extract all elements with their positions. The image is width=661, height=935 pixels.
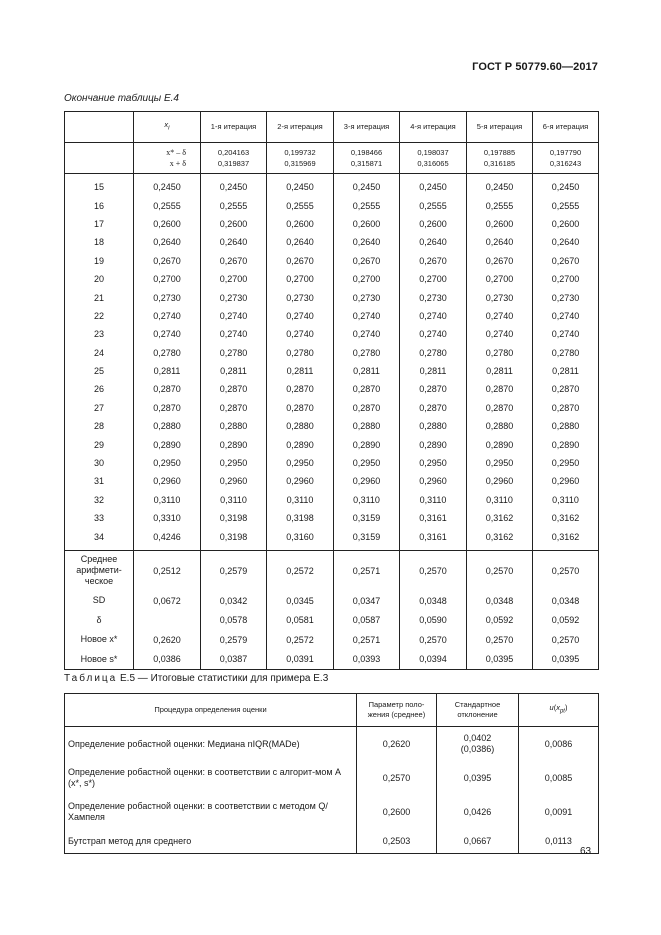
uncertainty-cell: 0,0091 — [519, 795, 599, 829]
stat-value-cell: 0,0592 — [533, 610, 599, 630]
value-cell: 0,2700 — [134, 270, 201, 288]
procedure-cell: Определение робастной оценки: в соответствии с методом Q/Хампеля — [65, 795, 357, 829]
value-cell: 0,2450 — [467, 174, 533, 197]
table-e4 — [64, 111, 599, 670]
value-cell: 0,3161 — [400, 527, 467, 550]
iteration-header: 6-я итерация — [533, 112, 599, 143]
stat-value-cell: 0,2570 — [400, 550, 467, 591]
page-number: 63 — [580, 846, 592, 857]
value-cell: 0,2890 — [467, 435, 533, 453]
stat-value-cell: 0,2620 — [134, 630, 201, 650]
value-cell: 0,3110 — [267, 491, 334, 509]
value-cell: 0,2450 — [400, 174, 467, 197]
value-cell: 0,2780 — [134, 344, 201, 362]
value-cell: 0,2740 — [400, 325, 467, 343]
value-cell: 0,2780 — [400, 344, 467, 362]
stat-value-cell: 0,2579 — [201, 550, 267, 591]
value-cell: 0,2780 — [334, 344, 400, 362]
interval-values: 0,198466 0,315871 — [334, 143, 400, 174]
value-cell: 0,2870 — [400, 399, 467, 417]
procedure-cell: Бутстрап метод для среднего — [65, 829, 357, 854]
value-cell: 0,2640 — [134, 233, 201, 251]
value-cell: 0,2740 — [400, 307, 467, 325]
value-cell: 0,2740 — [201, 307, 267, 325]
value-cell: 0,2700 — [467, 270, 533, 288]
value-cell: 0,2640 — [400, 233, 467, 251]
value-cell: 0,2730 — [267, 288, 334, 306]
value-cell: 0,2811 — [334, 362, 400, 380]
value-cell: 0,2960 — [400, 472, 467, 490]
table-row — [65, 491, 599, 509]
value-cell: 0,2950 — [533, 454, 599, 472]
value-cell: 0,2950 — [134, 454, 201, 472]
procedure-cell: Определение робастной оценки: Медиана nIQR(MADe) — [65, 727, 357, 762]
value-cell: 0,2555 — [267, 196, 334, 214]
value-cell: 0,3110 — [201, 491, 267, 509]
row-index-cell: 27 — [65, 399, 134, 417]
value-cell: 0,2600 — [134, 215, 201, 233]
row-index-cell: 32 — [65, 491, 134, 509]
value-cell: 0,2960 — [134, 472, 201, 490]
stat-value-cell: 0,0342 — [201, 591, 267, 611]
value-cell: 0,2870 — [533, 399, 599, 417]
table-e4-caption: Окончание таблицы Е.4 — [64, 93, 179, 104]
value-cell: 0,2870 — [134, 380, 201, 398]
procedure-cell: Определение робастной оценки: в соответствии с алгорит-мом A (x*, s*) — [65, 761, 357, 795]
stat-value-cell: 0,0391 — [267, 649, 334, 669]
value-cell: 0,2780 — [533, 344, 599, 362]
stat-value-cell: 0,0581 — [267, 610, 334, 630]
value-cell: 0,2740 — [533, 325, 599, 343]
stat-label-cell: Новое x* — [65, 630, 134, 650]
uncertainty-cell: 0,0086 — [519, 727, 599, 762]
value-cell: 0,2950 — [267, 454, 334, 472]
value-cell: 0,2880 — [467, 417, 533, 435]
stat-row — [65, 630, 599, 650]
value-cell: 0,2600 — [334, 215, 400, 233]
iteration-header: 2-я итерация — [267, 112, 334, 143]
stat-value-cell: 0,2570 — [533, 550, 599, 591]
value-cell: 0,2740 — [467, 325, 533, 343]
stat-row — [65, 649, 599, 669]
value-cell: 0,2450 — [334, 174, 400, 197]
stat-value-cell: 0,2579 — [201, 630, 267, 650]
iteration-header: 3-я итерация — [334, 112, 400, 143]
table-row — [65, 215, 599, 233]
procedure-header: Процедура определения оценки — [65, 694, 357, 727]
value-cell: 0,2811 — [134, 362, 201, 380]
value-cell: 0,3159 — [334, 527, 400, 550]
uncertainty-cell: 0,0113 — [519, 829, 599, 854]
value-cell: 0,2730 — [134, 288, 201, 306]
table-row — [65, 252, 599, 270]
stat-value-cell: 0,0578 — [201, 610, 267, 630]
value-cell: 0,2870 — [467, 399, 533, 417]
sd-cell: 0,0667 — [437, 829, 519, 854]
value-cell: 0,2870 — [533, 380, 599, 398]
value-cell: 0,3162 — [533, 527, 599, 550]
location-cell: 0,2570 — [357, 761, 437, 795]
value-cell: 0,3198 — [201, 509, 267, 527]
value-cell: 0,2740 — [201, 325, 267, 343]
value-cell: 0,2880 — [201, 417, 267, 435]
xi-column-header: $x_i$ — [134, 112, 201, 143]
stat-value-cell: 0,0348 — [400, 591, 467, 611]
value-cell: 0,2780 — [267, 344, 334, 362]
stat-value-cell: 0,0348 — [533, 591, 599, 611]
value-cell: 0,2880 — [134, 417, 201, 435]
iteration-header: 4-я итерация — [400, 112, 467, 143]
value-cell: 0,2870 — [467, 380, 533, 398]
row-index-cell: 30 — [65, 454, 134, 472]
value-cell: 0,2811 — [467, 362, 533, 380]
row-index-cell: 22 — [65, 307, 134, 325]
value-cell: 0,2600 — [201, 215, 267, 233]
value-cell: 0,2640 — [467, 233, 533, 251]
stat-value-cell: 0,0587 — [334, 610, 400, 630]
stat-value-cell: 0,2570 — [533, 630, 599, 650]
stat-label-cell: SD — [65, 591, 134, 611]
stat-value-cell: 0,0395 — [467, 649, 533, 669]
value-cell: 0,2670 — [467, 252, 533, 270]
row-index-cell: 29 — [65, 435, 134, 453]
value-cell: 0,2450 — [201, 174, 267, 197]
table-row — [65, 454, 599, 472]
xi-header — [65, 112, 134, 143]
value-cell: 0,2700 — [533, 270, 599, 288]
stat-value-cell: 0,0394 — [400, 649, 467, 669]
iteration-header: 5-я итерация — [467, 112, 533, 143]
value-cell: 0,3310 — [134, 509, 201, 527]
row-index-cell: 33 — [65, 509, 134, 527]
value-cell: 0,2740 — [467, 307, 533, 325]
row-index-cell: 17 — [65, 215, 134, 233]
interval-values: 0,197885 0,316185 — [467, 143, 533, 174]
value-cell: 0,2950 — [400, 454, 467, 472]
value-cell: 0,2640 — [334, 233, 400, 251]
value-cell: 0,2811 — [533, 362, 599, 380]
value-cell: 0,2555 — [400, 196, 467, 214]
value-cell: 0,2450 — [533, 174, 599, 197]
stat-label-cell: Среднее арифмети-ческое — [65, 550, 134, 591]
value-cell: 0,2730 — [201, 288, 267, 306]
stat-value-cell: 0,0345 — [267, 591, 334, 611]
row-index-cell: 31 — [65, 472, 134, 490]
value-cell: 0,2640 — [267, 233, 334, 251]
table-row — [65, 325, 599, 343]
value-cell: 0,2555 — [134, 196, 201, 214]
table-row — [65, 435, 599, 453]
value-cell: 0,3110 — [400, 491, 467, 509]
value-cell: 0,3110 — [334, 491, 400, 509]
value-cell: 0,2780 — [201, 344, 267, 362]
table-row — [65, 527, 599, 550]
value-cell: 0,2730 — [467, 288, 533, 306]
value-cell: 0,2880 — [533, 417, 599, 435]
value-cell: 0,2870 — [400, 380, 467, 398]
value-cell: 0,2870 — [267, 380, 334, 398]
table-e5-caption: Таблица Е.5 — Итоговые статистики для примера Е.3 — [64, 673, 329, 684]
value-cell: 0,2960 — [267, 472, 334, 490]
value-cell: 0,2450 — [267, 174, 334, 197]
table-row — [65, 380, 599, 398]
value-cell: 0,3161 — [400, 509, 467, 527]
interval-values: 0,198037 0,316065 — [400, 143, 467, 174]
row-index-cell: 15 — [65, 174, 134, 197]
location-header: Параметр поло-жения (среднее) — [357, 694, 437, 727]
location-cell: 0,2620 — [357, 727, 437, 762]
interval-values: 0,199732 0,315969 — [267, 143, 334, 174]
uncertainty-header: $u(x_{pt})$ — [519, 694, 599, 727]
value-cell: 0,2870 — [201, 399, 267, 417]
value-cell: 0,2960 — [467, 472, 533, 490]
uncertainty-cell: 0,0085 — [519, 761, 599, 795]
row-index-cell: 20 — [65, 270, 134, 288]
value-cell: 0,3198 — [267, 509, 334, 527]
stat-value-cell: 0,0592 — [467, 610, 533, 630]
value-cell: 0,2740 — [334, 325, 400, 343]
table-row — [65, 344, 599, 362]
value-cell: 0,2880 — [334, 417, 400, 435]
value-cell: 0,2730 — [334, 288, 400, 306]
table-row — [65, 362, 599, 380]
stat-value-cell: 0,2570 — [467, 630, 533, 650]
value-cell: 0,2670 — [267, 252, 334, 270]
value-cell: 0,2670 — [334, 252, 400, 270]
value-cell: 0,2555 — [334, 196, 400, 214]
interval-values: 0,204163 0,319837 — [201, 143, 267, 174]
value-cell: 0,2670 — [400, 252, 467, 270]
value-cell: 0,4246 — [134, 527, 201, 550]
value-cell: 0,2555 — [201, 196, 267, 214]
table-row — [65, 196, 599, 214]
stat-value-cell: 0,2571 — [334, 630, 400, 650]
value-cell: 0,2740 — [334, 307, 400, 325]
value-cell: 0,2950 — [467, 454, 533, 472]
value-cell: 0,2700 — [334, 270, 400, 288]
interval-labels: x* – δ x + δ — [134, 143, 201, 174]
value-cell: 0,3110 — [467, 491, 533, 509]
value-cell: 0,3162 — [467, 509, 533, 527]
value-cell: 0,2740 — [134, 325, 201, 343]
value-cell: 0,2811 — [201, 362, 267, 380]
iteration-header: 1-я итерация — [201, 112, 267, 143]
stat-value-cell: 0,2571 — [334, 550, 400, 591]
value-cell: 0,2890 — [201, 435, 267, 453]
value-cell: 0,2740 — [267, 325, 334, 343]
row-index-cell: 19 — [65, 252, 134, 270]
value-cell: 0,2870 — [334, 380, 400, 398]
table-row — [65, 174, 599, 197]
row-index-cell: 23 — [65, 325, 134, 343]
value-cell: 0,2555 — [467, 196, 533, 214]
stat-value-cell: 0,0348 — [467, 591, 533, 611]
row-index-cell: 25 — [65, 362, 134, 380]
value-cell: 0,2960 — [533, 472, 599, 490]
value-cell: 0,2450 — [134, 174, 201, 197]
table-row — [65, 233, 599, 251]
value-cell: 0,2870 — [134, 399, 201, 417]
table-row — [65, 509, 599, 527]
value-cell: 0,2640 — [201, 233, 267, 251]
value-cell: 0,2640 — [533, 233, 599, 251]
value-cell: 0,2811 — [267, 362, 334, 380]
table-row — [65, 472, 599, 490]
value-cell: 0,2740 — [267, 307, 334, 325]
value-cell: 0,2870 — [334, 399, 400, 417]
stat-value-cell: 0,0387 — [201, 649, 267, 669]
value-cell: 0,2740 — [533, 307, 599, 325]
value-cell: 0,2730 — [533, 288, 599, 306]
document-header: ГОСТ Р 50779.60—2017 — [472, 61, 598, 73]
table-row — [65, 307, 599, 325]
stat-value-cell: 0,0386 — [134, 649, 201, 669]
stat-value-cell: 0,0672 — [134, 591, 201, 611]
row-index-cell: 26 — [65, 380, 134, 398]
location-cell: 0,2503 — [357, 829, 437, 854]
interval-values: 0,197790 0,316243 — [533, 143, 599, 174]
table-row — [65, 417, 599, 435]
sd-cell: 0,0395 — [437, 761, 519, 795]
value-cell: 0,2740 — [134, 307, 201, 325]
row-index-cell: 24 — [65, 344, 134, 362]
stat-value-cell: 0,2572 — [267, 630, 334, 650]
sd-header: Стандартное отклонение — [437, 694, 519, 727]
value-cell: 0,3110 — [533, 491, 599, 509]
value-cell: 0,3162 — [467, 527, 533, 550]
value-cell: 0,2890 — [267, 435, 334, 453]
value-cell: 0,2890 — [533, 435, 599, 453]
location-cell: 0,2600 — [357, 795, 437, 829]
stat-row — [65, 550, 599, 591]
value-cell: 0,2600 — [400, 215, 467, 233]
value-cell: 0,2870 — [267, 399, 334, 417]
value-cell: 0,2890 — [134, 435, 201, 453]
stat-value-cell: 0,2512 — [134, 550, 201, 591]
value-cell: 0,2890 — [400, 435, 467, 453]
value-cell: 0,2670 — [533, 252, 599, 270]
value-cell: 0,2960 — [334, 472, 400, 490]
value-cell: 0,2555 — [533, 196, 599, 214]
value-cell: 0,2700 — [201, 270, 267, 288]
value-cell: 0,2780 — [467, 344, 533, 362]
value-cell: 0,2811 — [400, 362, 467, 380]
value-cell: 0,2700 — [267, 270, 334, 288]
stat-value-cell: 0,0395 — [533, 649, 599, 669]
value-cell: 0,2950 — [201, 454, 267, 472]
stat-row — [65, 610, 599, 630]
row-index-cell: 16 — [65, 196, 134, 214]
value-cell: 0,2700 — [400, 270, 467, 288]
value-cell: 0,3198 — [201, 527, 267, 550]
row-index-cell: 34 — [65, 527, 134, 550]
interval-label-cell — [65, 143, 134, 174]
table-row — [65, 270, 599, 288]
row-index-cell: 21 — [65, 288, 134, 306]
stat-value-cell: 0,0590 — [400, 610, 467, 630]
row-index-cell: 18 — [65, 233, 134, 251]
row-index-cell: 28 — [65, 417, 134, 435]
value-cell: 0,2890 — [334, 435, 400, 453]
value-cell: 0,2670 — [201, 252, 267, 270]
stat-value-cell: 0,0347 — [334, 591, 400, 611]
table-row — [65, 288, 599, 306]
stat-value-cell: 0,0393 — [334, 649, 400, 669]
stat-value-cell — [134, 610, 201, 630]
stat-value-cell: 0,2570 — [467, 550, 533, 591]
value-cell: 0,2730 — [400, 288, 467, 306]
stat-value-cell: 0,2572 — [267, 550, 334, 591]
value-cell: 0,2960 — [201, 472, 267, 490]
stat-value-cell: 0,2570 — [400, 630, 467, 650]
value-cell: 0,2600 — [533, 215, 599, 233]
sd-cell: 0,0426 — [437, 795, 519, 829]
value-cell: 0,3160 — [267, 527, 334, 550]
value-cell: 0,2600 — [267, 215, 334, 233]
value-cell: 0,3162 — [533, 509, 599, 527]
stat-label-cell: Новое s* — [65, 649, 134, 669]
value-cell: 0,3110 — [134, 491, 201, 509]
stat-label-cell: δ — [65, 610, 134, 630]
value-cell: 0,2880 — [400, 417, 467, 435]
value-cell: 0,2600 — [467, 215, 533, 233]
stat-row — [65, 591, 599, 611]
value-cell: 0,3159 — [334, 509, 400, 527]
value-cell: 0,2880 — [267, 417, 334, 435]
value-cell: 0,2670 — [134, 252, 201, 270]
table-e5 — [64, 693, 599, 854]
table-row — [65, 399, 599, 417]
value-cell: 0,2950 — [334, 454, 400, 472]
sd-cell: 0,0402 (0,0386) — [437, 727, 519, 762]
value-cell: 0,2870 — [201, 380, 267, 398]
